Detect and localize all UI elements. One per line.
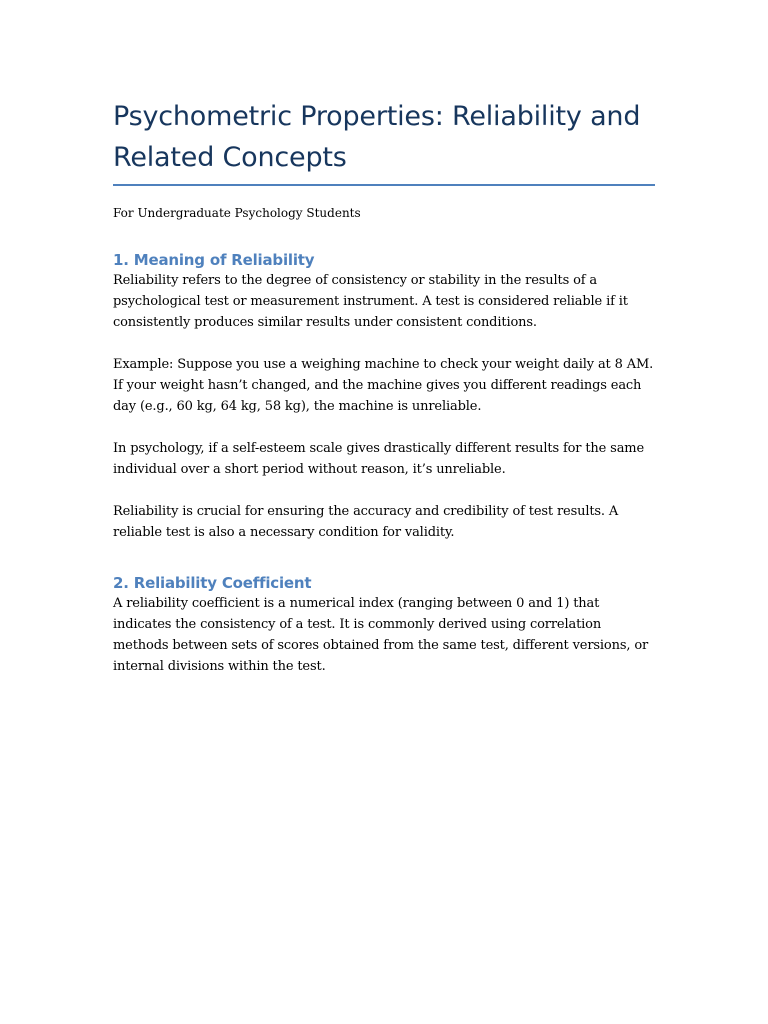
paragraph: Reliability refers to the degree of consistency or stability in the results of a psychological test or measurement instrument. A test is considered reliable if it consistently produces similar results under consistent conditions. [113, 273, 628, 330]
paragraph: In psychology, if a self-esteem scale gives drastically different results for the same individual over a short period without reason, it’s unreliable. [113, 441, 645, 477]
document-page [113, 96, 655, 677]
section-heading: 1. Meaning of Reliability [113, 251, 315, 269]
section-reliability-coefficient [113, 573, 655, 677]
section-meaning-of-reliability [113, 250, 655, 543]
section-heading: 2. Reliability Coefficient [113, 574, 312, 592]
paragraph: Example: Suppose you use a weighing machine to check your weight daily at 8 AM. If your weight hasn’t changed, and the machine gives you different readings each day (e.g., 60 kg, 64 kg, 58 kg), the machine is unreliable. [113, 357, 654, 414]
paragraph: Reliability is crucial for ensuring the accuracy and credibility of test results. A reliable test is also a necessary condition for validity. [113, 504, 619, 540]
paragraph: A reliability coefficient is a numerical index (ranging between 0 and 1) that indicates the consistency of a test. It is commonly derived using correlation methods between sets of scores obtained from the same test, different versions, or internal divisions within the test. [113, 596, 649, 674]
document-subtitle: For Undergraduate Psychology Students [113, 206, 361, 220]
document-title: Psychometric Properties: Reliability and Related Concepts [113, 101, 641, 173]
title-underline [113, 184, 655, 186]
